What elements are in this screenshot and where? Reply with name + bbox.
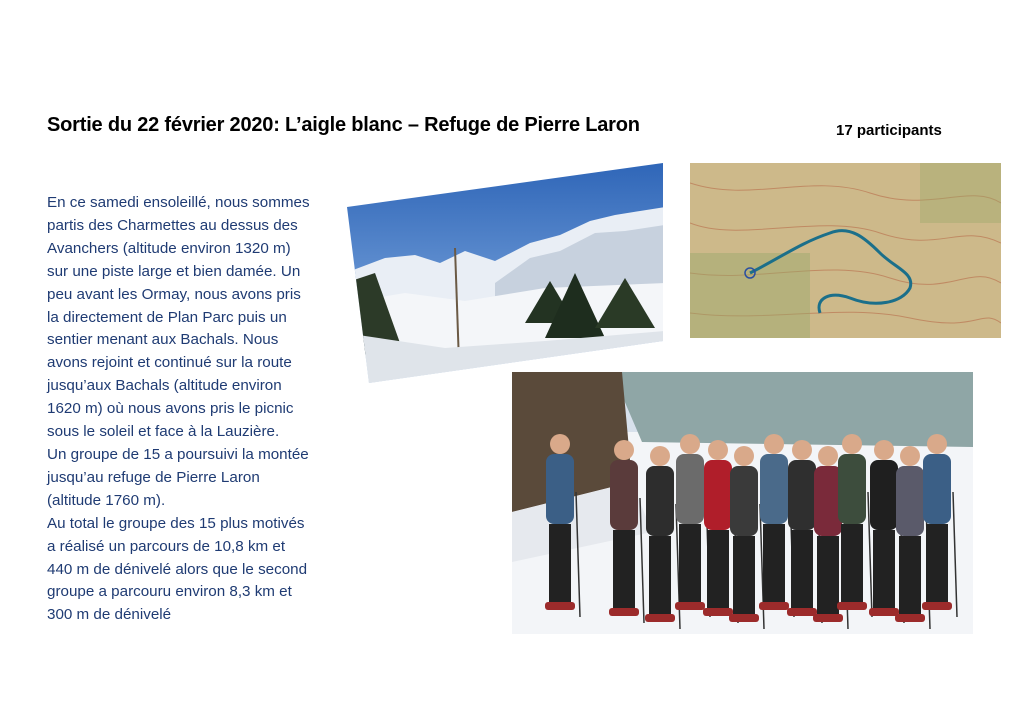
text-line: la directement de Plan Parc puis un	[47, 308, 287, 326]
report-text	[47, 192, 357, 627]
text-line: sous le soleil et face à la Lauzière.	[47, 423, 280, 441]
text-line: Un groupe de 15 a poursuivi la montée	[47, 445, 309, 463]
text-line: 1620 m) où nous avons pris le picnic	[47, 400, 294, 418]
text-line: peu avant les Ormay, nous avons pris	[47, 285, 301, 303]
text-line: Avanchers (altitude environ 1320 m)	[47, 239, 291, 257]
text-line: 300 m de dénivelé	[47, 606, 172, 624]
text-line: En ce samedi ensoleillé, nous sommes	[47, 194, 310, 211]
text-line: avons rejoint et continué sur la route	[47, 354, 292, 372]
text-line: partis des Charmettes au dessus des	[47, 216, 298, 234]
text-line: jusqu’aux Bachals (altitude environ	[47, 377, 282, 395]
page-title: Sortie du 22 février 2020: L’aigle blanc – Refuge de Pierre Laron	[47, 114, 640, 136]
group-photo	[512, 372, 973, 634]
text-line: 440 m de dénivelé alors que le second	[47, 560, 308, 578]
text-line: groupe a parcouru environ 8,3 km et	[47, 583, 292, 601]
text-line: a réalisé un parcours de 10,8 km et	[47, 537, 286, 555]
text-line: jusqu’au refuge de Pierre Laron	[47, 468, 260, 486]
text-line: sur une piste large et bien damée. Un	[47, 262, 301, 280]
mountain-photo	[345, 163, 665, 383]
text-line: Au total le groupe des 15 plus motivés	[47, 514, 305, 532]
text-line: (altitude 1760 m).	[47, 491, 166, 509]
participants-count: 17 participants	[836, 122, 942, 139]
route-map-photo	[690, 163, 1001, 338]
text-line: sentier menant aux Bachals. Nous	[47, 331, 279, 349]
